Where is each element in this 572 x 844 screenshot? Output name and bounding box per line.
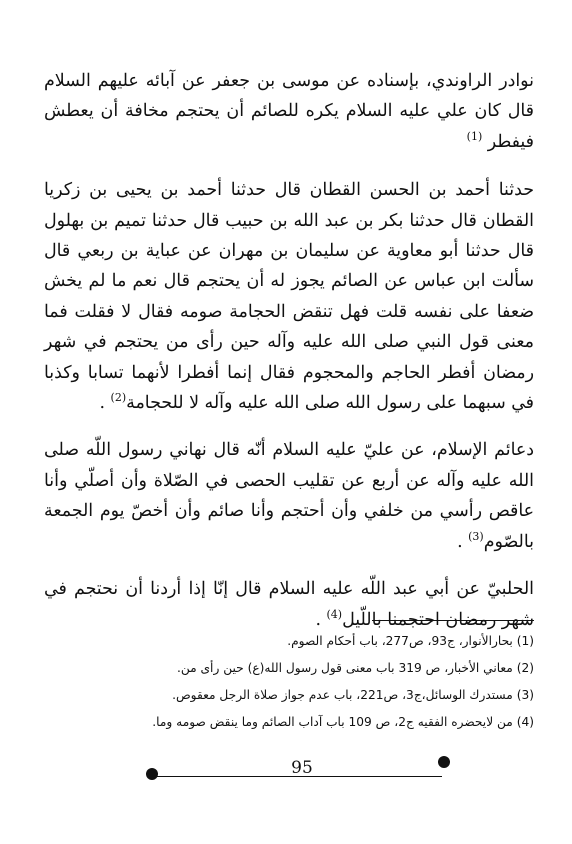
ornament-dot-right	[438, 756, 450, 768]
paragraph-4-text: الحلبيّ عن أبي عبد اللّه عليه السلام قال إنّا إذا أردنا أن نحتجم في شهر رمضان احتجمنا باللّيل	[44, 579, 534, 630]
ornament-dot-left	[146, 768, 158, 780]
paragraph-1-text: نوادر الراوندي، بإسناده عن موسى بن جعفر عن آبائه عليهم السلام قال كان علي عليه السلام يكره للصائم أن يحتجم مخافة أن يعطش فيفطر	[44, 71, 534, 152]
footnotes	[44, 628, 534, 736]
paragraph-3-text: دعائم الإسلام، عن عليّ عليه السلام أنّه قال نهاني رسول اللّه صلى الله عليه وآله عن أربع عن تقليب الحصى في الصّلاة وأن أصلّي وأنا عاقص رأسي من خلفي وأن أحتجم وأنا صائم وأن أخصّ يوم الجمعة بالصّوم	[44, 440, 534, 552]
paragraph-3: دعائم الإسلام، عن عليّ عليه السلام أنّه قال نهاني رسول اللّه صلى الله عليه وآله عن أربع عن تقليب الحصى في الصّلاة وأن أصلّي وأنا عاقص رأسي من خلفي وأن أحتجم وأنا صائم وأن أخصّ يوم الجمعة بالصّوم$^{(3)}$ .	[44, 440, 534, 552]
footnote-ref-1: (1)	[466, 130, 483, 144]
footnote-ref-2: (2)	[110, 391, 127, 405]
footnote-separator	[372, 620, 534, 621]
paragraph-2: حدثنا أحمد بن الحسن القطان قال حدثنا أحمد بن يحيى بن زكريا القطان قال حدثنا بكر بن عبد الله بن حبيب قال حدثنا تميم بن بهلول قال حدثنا أبو معاوية عن سليمان بن مهران عن عباية بن ربعي قال سألت ابن عباس عن الصائم يجوز له أن يحتجم قال نعم ما لم يخش ضعفا على نفسه قلت فهل تنقض الحجامة صومه فقال لا فقلت فما معنى قول النبي صلى الله عليه وآله حين رأى من يحتجم في شهر رمضان أفطر الحاجم والمحجوم فقال إنما أفطرا لأنهما تسابا وكذبا في سبهما على رسول الله صلى الله عليه وآله لا للحجامة$^{(2)}$ .	[44, 180, 534, 414]
footnote-ref-3: (3)	[468, 529, 484, 543]
paragraph-2-text: حدثنا أحمد بن الحسن القطان قال حدثنا أحمد بن يحيى بن زكريا القطان قال حدثنا بكر بن عبد الله بن حبيب قال حدثنا تميم بن بهلول قال حدثنا أبو معاوية عن سليمان بن مهران عن عباية بن ربعي قال سألت ابن عباس عن الصائم يجوز له أن يحتجم قال نعم ما لم يخش ضعفا على نفسه قلت فهل تنقض الحجامة صومه فقال لا فقلت فما معنى قول النبي صلى الله عليه وآله حين رأى من يحتجم في شهر رمضان أفطر الحاجم والمحجوم فقال إنما أفطرا لأنهما تسابا وكذبا في سبهما على رسول الله صلى الله عليه وآله لا للحجامة	[44, 180, 534, 414]
footnote-1: (1) بحارالأنوار، ج93، ص277، باب أحكام الصوم.	[287, 634, 534, 648]
page-number: 95	[291, 758, 313, 778]
paragraph-4: الحلبيّ عن أبي عبد اللّه عليه السلام قال إنّا إذا أردنا أن نحتجم في شهر رمضان احتجمنا باللّيل$^{(4)}$ .	[44, 579, 534, 630]
footnote-2: (2) معاني الأخبار، ص 319 باب معنى قول رسول الله(ع) حين رأى من.	[176, 661, 534, 675]
footnote-4: (4) من لايحضره الفقيه ج2، ص 109 باب آداب الصائم وما ينقض صومه وما.	[152, 715, 534, 729]
paragraph-1	[44, 66, 534, 157]
bottom-rule	[156, 776, 442, 777]
footnote-3: (3) مستدرك الوسائل،ج3، ص221، باب عدم جواز صلاة الرجل معقوص.	[172, 688, 534, 702]
main-text	[44, 66, 534, 652]
footnote-ref-4: (4)	[326, 607, 343, 621]
